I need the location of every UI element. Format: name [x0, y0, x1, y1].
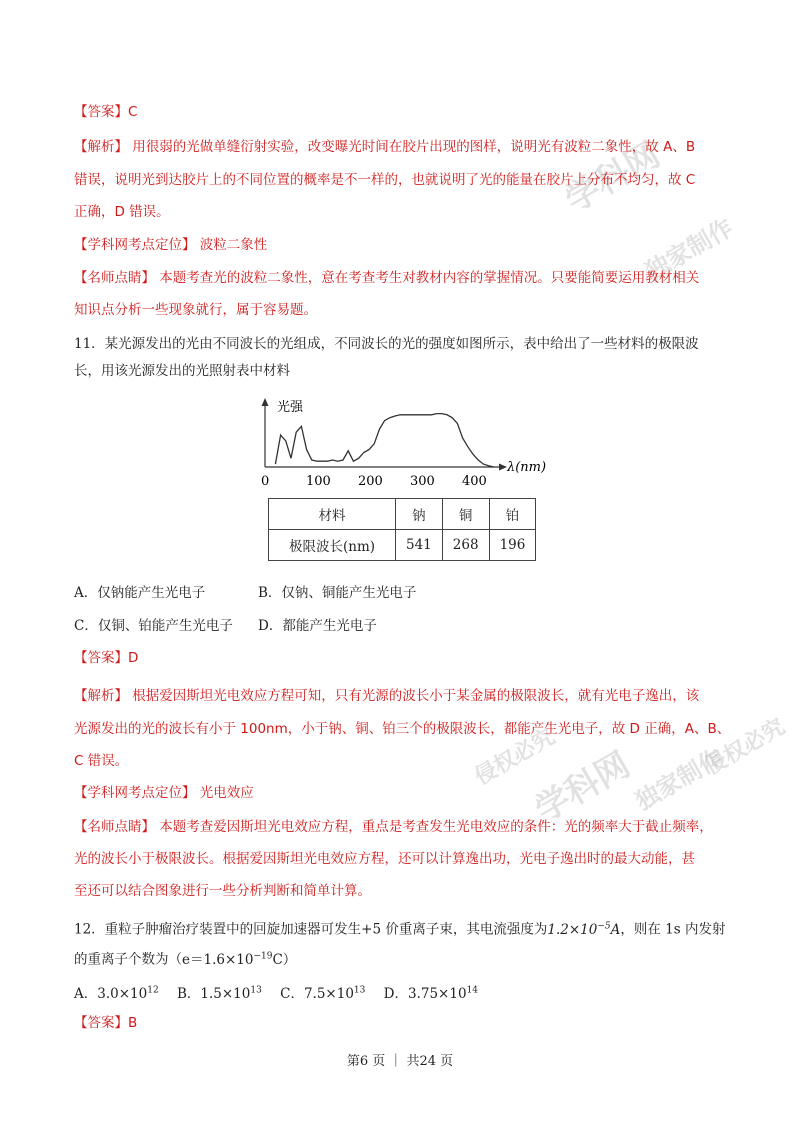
q11-analysis-line: 光源发出的光的波长有小于 100nm，小于钠、铜、铂三个的极限波长，都能产生光电子，故 D 正确，A、B、 [74, 721, 731, 737]
q12-option-b: B．$1.5\times 10^{13}$ [176, 985, 262, 1002]
x-tick-label: 200 [358, 474, 383, 489]
table-header-row [269, 499, 536, 530]
x-axis-arrow [499, 464, 507, 471]
watermark: 独家制作 [630, 743, 728, 816]
x-tick-label: 300 [410, 474, 435, 489]
x-tick-label: 400 [462, 474, 487, 489]
table-cell: 钠 [396, 499, 443, 530]
q12-stem-line [74, 916, 725, 940]
q11-option-a: A．仅钠能产生光电子 [74, 585, 206, 601]
q12-option-a: A．$3.0\times 10^{12}$ [74, 985, 159, 1002]
q12-option-c: C．$7.5\times 10^{13}$ [280, 985, 366, 1002]
table-cell: 541 [396, 530, 443, 561]
watermark: 学科网 [528, 744, 637, 831]
q12-stem-line [74, 946, 296, 970]
q10-answer: 【答案】C [74, 104, 138, 120]
x-origin-label: 0 [261, 474, 270, 489]
q12-options [74, 980, 478, 1004]
table-cell: 极限波长(nm) [269, 530, 396, 561]
x-tick-label: 100 [306, 474, 331, 489]
q12-stem-text: ，则在 1s 内发射 [620, 921, 726, 938]
table-cell: 196 [489, 530, 536, 561]
q11-comment-line: 【名师点睛】 本题考查爱因斯坦光电效应方程，重点是考查发生光电效应的条件：光的频率大于截止频率， [74, 819, 713, 835]
table-cell: 铜 [442, 499, 489, 530]
watermark: 侵权必究 [470, 724, 560, 791]
q11-analysis-line: C 错误。 [74, 753, 129, 769]
table-cell: 268 [442, 530, 489, 561]
table-cell: 铂 [489, 499, 536, 530]
q12-current-value: $1.2\times 10^{-5}A$ [547, 921, 621, 938]
q10-analysis-line: 【解析】 用很弱的光做单缝衍射实验，改变曝光时间在胶片出现的图样，说明光有波粒二象性，故 A、B [74, 139, 696, 155]
watermark: 独家制作 [640, 213, 738, 286]
page-footer: 第6 页 ｜ 共24 页 [346, 1054, 454, 1069]
q12-answer: 【答案】B [74, 1015, 138, 1031]
q11-analysis-line: 【解析】 根据爱因斯坦光电效应方程可知，只有光源的波长小于某金属的极限波长，就有光电子逸出，该 [74, 688, 700, 704]
q11-option-d: D．都能产生光电子 [258, 618, 377, 634]
q11-option-c: C．仅铜、铂能产生光电子 [74, 618, 233, 634]
q11-option-b: B．仅钠、铜能产生光电子 [258, 585, 417, 601]
q11-comment-line: 光的波长小于极限波长。根据爱因斯坦光电效应方程，还可以计算逸出功，光电子逸出时的最大动能，甚 [74, 851, 695, 867]
spectrum-curve [275, 414, 493, 467]
q12-stem-text: 12．重粒子肿瘤治疗装置中的回旋加速器可发生+5 价重离子束，其电流强度为 [74, 921, 548, 938]
q12-stem-text: 的重离子个数为（ [74, 951, 182, 968]
q11-stem-line: 长，用该光源发出的光照射表中材料 [74, 363, 290, 379]
q11-comment-line: 至还可以结合图象进行一些分析判断和简单计算。 [74, 883, 371, 899]
y-axis-label: 光强 [277, 400, 304, 415]
q11-answer: 【答案】D [74, 650, 139, 666]
q10-comment-line: 【名师点睛】 本题考查光的波粒二象性，意在考查考生对教材内容的掌握情况。只要能简要运用教材相关 [74, 270, 700, 286]
q11-topic: 【学科网考点定位】 光电效应 [74, 785, 254, 801]
q10-comment-line: 知识点分析一些现象就行，属于容易题。 [74, 302, 317, 318]
table-cell: 材料 [269, 499, 396, 530]
q10-topic: 【学科网考点定位】 波粒二象性 [74, 237, 268, 253]
q12-option-d: D．$3.75\times 10^{14}$ [383, 985, 479, 1002]
x-axis-label: λ(nm) [507, 460, 547, 475]
table-row [269, 530, 536, 561]
y-axis-arrow [262, 398, 269, 406]
q10-analysis-line: 正确，D 错误。 [74, 204, 170, 220]
watermark: 学科网 [558, 134, 667, 221]
q10-analysis-line: 错误，说明光到达胶片上的不同位置的概率是不一样的，也就说明了光的能量在胶片上分布不均匀，故 C [74, 172, 696, 188]
q12-charge-value: $e=1.6\times 10^{-19}C$） [182, 951, 297, 968]
q11-stem-line: 11．某光源发出的光由不同波长的光组成，不同波长的光的强度如图所示，表中给出了一些材料的极限波 [74, 336, 699, 352]
watermark: 侵权必究 [700, 714, 790, 781]
materials-table [268, 498, 536, 561]
spectrum-chart [255, 395, 565, 495]
